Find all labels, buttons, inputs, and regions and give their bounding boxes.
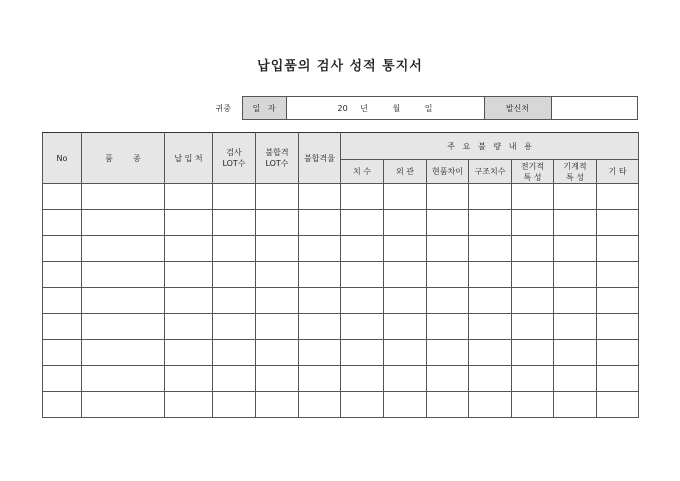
- col-structure-dim: 구조치수: [469, 160, 512, 184]
- table-cell[interactable]: [597, 262, 639, 288]
- sender-field[interactable]: [551, 97, 637, 120]
- table-cell[interactable]: [427, 210, 469, 236]
- table-cell[interactable]: [469, 366, 512, 392]
- table-cell[interactable]: [384, 184, 427, 210]
- table-cell[interactable]: [256, 262, 299, 288]
- table-cell[interactable]: [43, 366, 82, 392]
- table-cell[interactable]: [341, 392, 384, 418]
- table-row: [43, 288, 639, 314]
- table-cell[interactable]: [427, 236, 469, 262]
- table-cell[interactable]: [384, 210, 427, 236]
- table-cell[interactable]: [597, 184, 639, 210]
- table-cell[interactable]: [469, 236, 512, 262]
- date-day-unit: 일: [424, 103, 433, 113]
- table-cell[interactable]: [213, 236, 256, 262]
- table-cell[interactable]: [384, 366, 427, 392]
- col-defect-lot-line2: LOT수: [265, 159, 289, 168]
- table-cell[interactable]: [165, 288, 213, 314]
- table-cell[interactable]: [299, 314, 341, 340]
- table-cell[interactable]: [554, 340, 597, 366]
- table-cell[interactable]: [341, 210, 384, 236]
- date-year-unit: 년: [360, 103, 368, 113]
- inspection-table-wrap: [42, 132, 638, 418]
- col-defect-lot-line1: 불합격: [265, 148, 289, 157]
- table-cell[interactable]: [341, 314, 384, 340]
- table-cell[interactable]: [165, 340, 213, 366]
- table-cell[interactable]: [554, 184, 597, 210]
- table-cell[interactable]: [43, 210, 82, 236]
- table-cell[interactable]: [43, 340, 82, 366]
- date-field[interactable]: [286, 97, 484, 120]
- table-cell[interactable]: [512, 262, 554, 288]
- table-cell[interactable]: [384, 340, 427, 366]
- col-inspect-lot-line1: 검사: [226, 148, 242, 157]
- table-cell[interactable]: [427, 366, 469, 392]
- sender-label: 발신처: [484, 97, 551, 120]
- table-cell[interactable]: [512, 314, 554, 340]
- table-cell[interactable]: [597, 288, 639, 314]
- table-cell[interactable]: [469, 392, 512, 418]
- table-cell[interactable]: [82, 288, 165, 314]
- col-inspect-lot: [213, 133, 256, 184]
- date-label: 일 자: [242, 97, 286, 120]
- table-cell[interactable]: [427, 184, 469, 210]
- date-year: 20: [337, 103, 348, 113]
- table-cell[interactable]: [82, 236, 165, 262]
- table-cell[interactable]: [82, 210, 165, 236]
- table-cell[interactable]: [43, 314, 82, 340]
- table-cell[interactable]: [213, 288, 256, 314]
- table-cell[interactable]: [597, 392, 639, 418]
- col-electrical-line2: 특 성: [523, 172, 542, 182]
- table-cell[interactable]: [256, 210, 299, 236]
- table-cell[interactable]: [213, 340, 256, 366]
- table-body: [43, 184, 639, 418]
- table-cell[interactable]: [82, 392, 165, 418]
- table-row: [43, 236, 639, 262]
- table-cell[interactable]: [165, 184, 213, 210]
- table-row: [43, 210, 639, 236]
- table-cell[interactable]: [213, 314, 256, 340]
- table-cell[interactable]: [341, 288, 384, 314]
- table-cell[interactable]: [213, 210, 256, 236]
- col-supplier: 납 입 처: [165, 133, 213, 184]
- table-cell[interactable]: [512, 288, 554, 314]
- table-cell[interactable]: [256, 314, 299, 340]
- col-mechanical-line2: 특 성: [566, 172, 584, 182]
- table-cell[interactable]: [213, 184, 256, 210]
- table-cell[interactable]: [384, 236, 427, 262]
- table-cell[interactable]: [213, 392, 256, 418]
- table-cell[interactable]: [299, 288, 341, 314]
- col-other: 기 타: [597, 160, 639, 184]
- table-cell[interactable]: [341, 236, 384, 262]
- table-cell[interactable]: [427, 262, 469, 288]
- table-cell[interactable]: [165, 236, 213, 262]
- table-cell[interactable]: [597, 314, 639, 340]
- table-cell[interactable]: [213, 366, 256, 392]
- table-cell[interactable]: [469, 340, 512, 366]
- table-cell[interactable]: [554, 314, 597, 340]
- table-cell[interactable]: [256, 288, 299, 314]
- table-cell[interactable]: [427, 314, 469, 340]
- table-cell[interactable]: [165, 314, 213, 340]
- col-dimension: 치 수: [341, 160, 384, 184]
- table-cell[interactable]: [82, 184, 165, 210]
- table-cell[interactable]: [597, 210, 639, 236]
- table-row: [43, 366, 639, 392]
- header-info-bar: [205, 96, 637, 119]
- table-cell[interactable]: [256, 366, 299, 392]
- group-major-defects: 주 요 불 량 내 용: [341, 133, 639, 160]
- table-cell[interactable]: [82, 340, 165, 366]
- table-cell[interactable]: [512, 184, 554, 210]
- table-cell[interactable]: [597, 366, 639, 392]
- table-row: [43, 340, 639, 366]
- table-row: [43, 262, 639, 288]
- col-electrical: [512, 160, 554, 184]
- col-appearance: 외 관: [384, 160, 427, 184]
- table-cell[interactable]: [554, 236, 597, 262]
- table-cell[interactable]: [299, 262, 341, 288]
- table-cell[interactable]: [512, 340, 554, 366]
- table-cell[interactable]: [256, 236, 299, 262]
- table-cell[interactable]: [512, 392, 554, 418]
- table-cell[interactable]: [512, 366, 554, 392]
- table-cell[interactable]: [554, 392, 597, 418]
- col-mechanical: [554, 160, 597, 184]
- document-title: 납입품의 검사 성적 통지서: [257, 59, 423, 74]
- table-cell[interactable]: [82, 262, 165, 288]
- col-mechanical-line1: 기계적: [563, 161, 587, 171]
- table-cell[interactable]: [427, 340, 469, 366]
- table-cell[interactable]: [469, 262, 512, 288]
- table-cell[interactable]: [43, 262, 82, 288]
- col-electrical-line1: 전기적: [520, 161, 545, 171]
- col-defect-rate: 불합격율: [299, 133, 341, 184]
- table-cell[interactable]: [554, 262, 597, 288]
- table-cell[interactable]: [256, 392, 299, 418]
- table-cell[interactable]: [299, 340, 341, 366]
- col-defect-lot: [256, 133, 299, 184]
- table-cell[interactable]: [597, 340, 639, 366]
- table-cell[interactable]: [341, 340, 384, 366]
- table-cell[interactable]: [299, 236, 341, 262]
- recipient-label: 귀중: [215, 103, 231, 113]
- table-cell[interactable]: [427, 288, 469, 314]
- date-month-unit: 월: [392, 103, 401, 113]
- table-cell[interactable]: [43, 236, 82, 262]
- table-cell[interactable]: [341, 366, 384, 392]
- table-cell[interactable]: [341, 184, 384, 210]
- col-item: 품 종: [82, 133, 165, 184]
- table-row: [43, 392, 639, 418]
- table-cell[interactable]: [43, 288, 82, 314]
- table-cell[interactable]: [43, 184, 82, 210]
- table-cell[interactable]: [469, 184, 512, 210]
- table-cell[interactable]: [384, 314, 427, 340]
- table-cell[interactable]: [213, 262, 256, 288]
- table-cell[interactable]: [384, 288, 427, 314]
- table-cell[interactable]: [299, 210, 341, 236]
- table-row: [43, 184, 639, 210]
- table-cell[interactable]: [165, 392, 213, 418]
- table-cell[interactable]: [299, 366, 341, 392]
- table-cell[interactable]: [299, 392, 341, 418]
- col-no: No: [43, 133, 82, 184]
- table-cell[interactable]: [469, 210, 512, 236]
- table-cell[interactable]: [384, 262, 427, 288]
- col-inspect-lot-line2: LOT수: [222, 159, 246, 168]
- table-cell[interactable]: [597, 236, 639, 262]
- table-row: [43, 314, 639, 340]
- table-cell[interactable]: [43, 392, 82, 418]
- table-cell[interactable]: [554, 366, 597, 392]
- table-cell[interactable]: [384, 392, 427, 418]
- table-cell[interactable]: [512, 236, 554, 262]
- table-cell[interactable]: [165, 366, 213, 392]
- table-cell[interactable]: [82, 314, 165, 340]
- table-cell[interactable]: [469, 314, 512, 340]
- table-cell[interactable]: [165, 210, 213, 236]
- table-cell[interactable]: [469, 288, 512, 314]
- table-cell[interactable]: [256, 184, 299, 210]
- inspection-table: [42, 132, 639, 418]
- table-cell[interactable]: [82, 366, 165, 392]
- table-cell[interactable]: [554, 210, 597, 236]
- table-cell[interactable]: [512, 210, 554, 236]
- table-cell[interactable]: [256, 340, 299, 366]
- table-cell[interactable]: [427, 392, 469, 418]
- table-cell[interactable]: [554, 288, 597, 314]
- col-current-diff: 현품차이: [427, 160, 469, 184]
- table-cell[interactable]: [299, 184, 341, 210]
- table-cell[interactable]: [165, 262, 213, 288]
- table-cell[interactable]: [341, 262, 384, 288]
